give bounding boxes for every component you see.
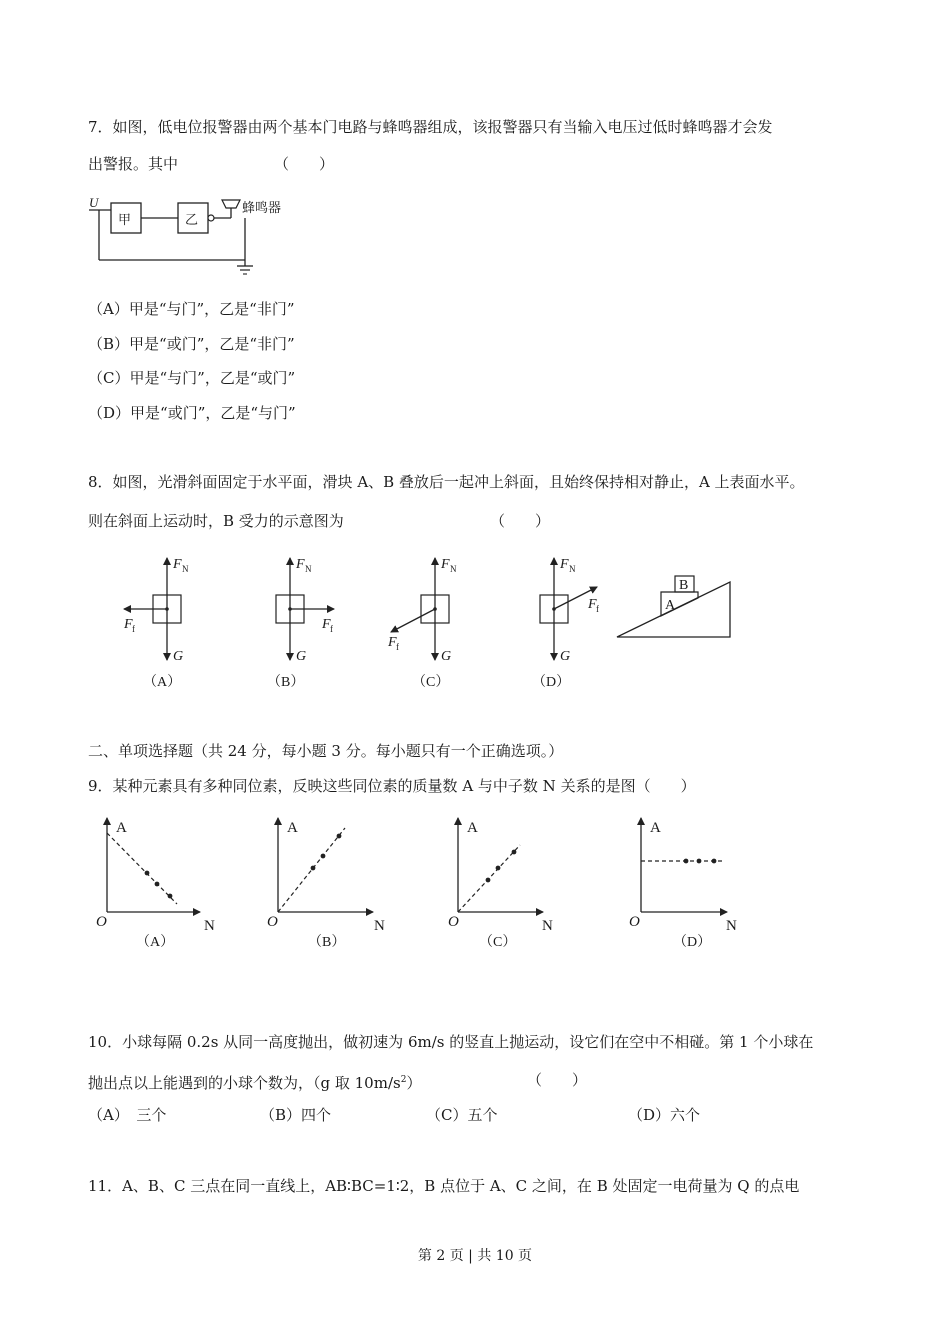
q8-diagram-c[interactable] bbox=[387, 557, 457, 690]
q9-label-a: （A） bbox=[136, 935, 175, 950]
svg-text:A: A bbox=[287, 820, 298, 836]
q8-label-b: （B） bbox=[267, 675, 305, 690]
q10-answer-paren: （ ） bbox=[527, 1071, 588, 1089]
q10-option-c[interactable]: （C）五个 bbox=[426, 1106, 498, 1124]
q7-answer-paren: （ ） bbox=[274, 155, 335, 173]
svg-text:N: N bbox=[305, 564, 312, 574]
svg-text:F: F bbox=[560, 557, 569, 572]
svg-text:N: N bbox=[182, 564, 189, 574]
svg-text:G: G bbox=[441, 649, 452, 664]
svg-text:f: f bbox=[596, 604, 599, 614]
svg-text:F: F bbox=[388, 635, 397, 650]
svg-text:O: O bbox=[448, 914, 459, 930]
svg-text:F: F bbox=[588, 597, 597, 612]
q9-graphs bbox=[90, 810, 750, 955]
q8-label-c: （C） bbox=[412, 675, 450, 690]
q9-graph-c[interactable] bbox=[448, 818, 553, 950]
svg-text:G: G bbox=[560, 649, 571, 664]
q9-label-b: （B） bbox=[308, 935, 346, 950]
q8-stem-line1: 8．如图，光滑斜面固定于水平面，滑块 A、B 叠放后一起冲上斜面，且始终保持相对静止，A 上表面水平。 bbox=[88, 473, 805, 491]
q10-option-d[interactable]: （D）六个 bbox=[628, 1106, 701, 1124]
svg-text:N: N bbox=[204, 918, 215, 934]
q8-diagram-a[interactable] bbox=[123, 557, 189, 690]
q7-option-d[interactable]: （D）甲是“或门”，乙是“与门” bbox=[88, 404, 296, 422]
svg-text:F: F bbox=[441, 557, 450, 572]
q8-label-d: （D） bbox=[532, 675, 571, 690]
q7-option-b[interactable]: （B）甲是“或门”，乙是“非门” bbox=[88, 335, 295, 353]
q11-stem-line1: 11．A、B、C 三点在同一直线上，AB∶BC=1∶2，B 点位于 A、C 之间，在 B 处固定一电荷量为 Q 的点电 bbox=[88, 1177, 800, 1195]
q8-diagram-b[interactable] bbox=[267, 557, 334, 690]
svg-text:N: N bbox=[374, 918, 385, 934]
q10-stem-line1: 10．小球每隔 0.2s 从同一高度抛出，做初速为 6m/s 的竖直上抛运动，设它们在空中不相碰。第 1 个小球在 bbox=[88, 1033, 814, 1051]
svg-text:G: G bbox=[173, 649, 184, 664]
svg-text:N: N bbox=[450, 564, 457, 574]
svg-text:A: A bbox=[650, 820, 661, 836]
svg-text:O: O bbox=[96, 914, 107, 930]
svg-text:f: f bbox=[396, 642, 399, 652]
svg-text:O: O bbox=[629, 914, 640, 930]
q7-option-a[interactable]: （A）甲是“与门”，乙是“非门” bbox=[88, 300, 295, 318]
q7-circuit-diagram bbox=[85, 188, 315, 280]
svg-text:O: O bbox=[267, 914, 278, 930]
q7-stem-line1: 7．如图，低电位报警器由两个基本门电路与蜂鸣器组成，该报警器只有当输入电压过低时蜂鸣器才会发 bbox=[88, 118, 773, 136]
svg-text:A: A bbox=[116, 820, 127, 836]
q7-label-buzzer: 蜂鸣器 bbox=[242, 200, 282, 215]
svg-text:B: B bbox=[679, 578, 689, 593]
q10-option-b[interactable]: （B）四个 bbox=[260, 1106, 332, 1124]
q9-label-c: （C） bbox=[479, 935, 517, 950]
q8-incline-figure bbox=[617, 576, 730, 637]
q7-label-jia: 甲 bbox=[118, 212, 132, 227]
q9-label-d: （D） bbox=[673, 935, 712, 950]
svg-text:N: N bbox=[569, 564, 576, 574]
svg-text:F: F bbox=[173, 557, 182, 572]
q8-answer-paren: （ ） bbox=[490, 512, 551, 530]
q7-option-c[interactable]: （C）甲是“与门”，乙是“或门” bbox=[88, 369, 296, 387]
svg-text:f: f bbox=[132, 624, 135, 634]
q8-stem-line2: 则在斜面上运动时，B 受力的示意图为 bbox=[88, 512, 344, 530]
section2-heading: 二、单项选择题（共 24 分，每小题 3 分。每小题只有一个正确选项。） bbox=[88, 742, 564, 760]
svg-text:A: A bbox=[467, 820, 478, 836]
svg-text:N: N bbox=[542, 918, 553, 934]
svg-text:N: N bbox=[726, 918, 737, 934]
svg-text:F: F bbox=[322, 617, 331, 632]
q7-stem-line2: 出警报。其中 bbox=[88, 155, 179, 173]
svg-text:A: A bbox=[665, 598, 676, 613]
q8-diagram-d[interactable] bbox=[532, 557, 599, 690]
q7-buzzer-icon bbox=[222, 200, 240, 208]
svg-text:F: F bbox=[124, 617, 133, 632]
q9-graph-d[interactable] bbox=[629, 818, 737, 950]
svg-text:F: F bbox=[296, 557, 305, 572]
page-footer: 第 2 页 | 共 10 页 bbox=[417, 1248, 533, 1264]
q9-graph-b[interactable] bbox=[267, 818, 385, 950]
q8-force-diagrams bbox=[110, 548, 750, 698]
q9-stem: 9．某种元素具有多种同位素，反映这些同位素的质量数 A 与中子数 N 关系的是图（ ） bbox=[88, 777, 696, 795]
q10-stem-line2: 抛出点以上能遇到的小球个数为，（g 取 $10m/s^2$） bbox=[88, 1074, 422, 1092]
svg-text:G: G bbox=[296, 649, 307, 664]
q7-label-yi: 乙 bbox=[185, 212, 199, 227]
q7-label-u: U bbox=[89, 195, 99, 210]
q9-graph-a[interactable] bbox=[96, 818, 215, 950]
svg-text:f: f bbox=[330, 624, 333, 634]
q8-label-a: （A） bbox=[143, 675, 182, 690]
q10-option-a[interactable]: （A） 三个 bbox=[88, 1106, 167, 1124]
